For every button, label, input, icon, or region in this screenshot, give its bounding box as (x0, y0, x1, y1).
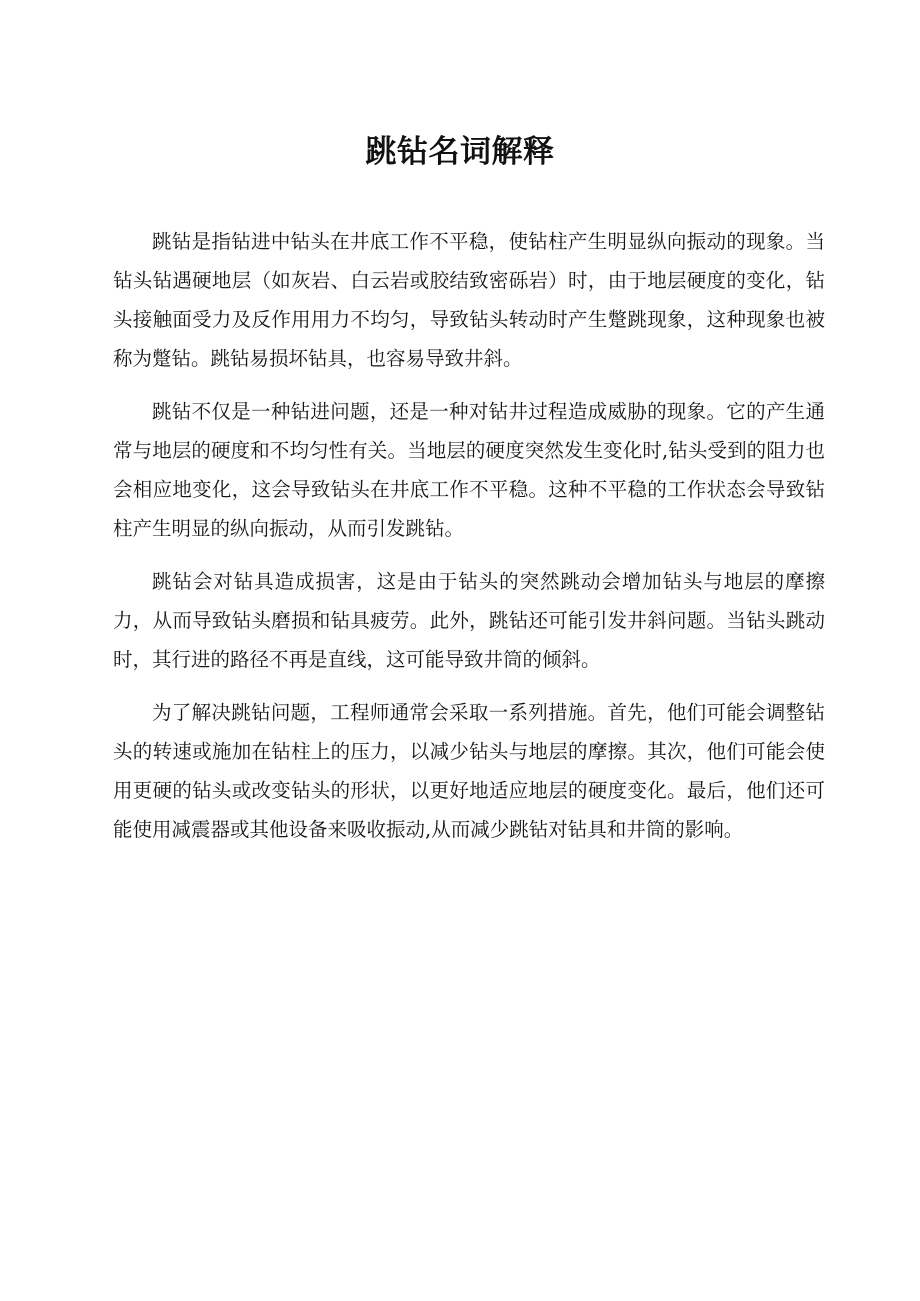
paragraph-4: 为了解决跳钻问题，工程师通常会采取一系列措施。首先，他们可能会调整钻头的转速或施加在钻柱上的压力，以减少钻头与地层的摩擦。其次，他们可能会使用更硬的钻头或改变钻头的形状，以更好地适应地层的硬度变化。最后，他们还可能使用减震器或其他设备来吸收振动,从而减少跳钻对钻具和井筒的影响。 (113, 701, 825, 841)
document-title: 跳钻名词解释 (365, 134, 555, 170)
paragraph-1: 跳钻是指钻进中钻头在井底工作不平稳，使钻柱产生明显纵向振动的现象。当钻头钻遇硬地层（如灰岩、白云岩或胶结致密砾岩）时，由于地层硬度的变化，钻头接触面受力及反作用用力不均匀，导致钻头转动时产生蹩跳现象，这种现象也被称为蹩钻。跳钻易损坏钻具，也容易导致井斜。 (113, 230, 825, 370)
paragraph-3: 跳钻会对钻具造成损害，这是由于钻头的突然跳动会增加钻头与地层的摩擦力，从而导致钻头磨损和钻具疲劳。此外，跳钻还可能引发井斜问题。当钻头跳动时，其行进的路径不再是直线，这可能导致井筒的倾斜。 (113, 570, 825, 671)
document-body (113, 222, 825, 863)
paragraph-2: 跳钻不仅是一种钻进问题，还是一种对钻井过程造成威胁的现象。它的产生通常与地层的硬度和不均匀性有关。当地层的硬度突然发生变化时,钻头受到的阻力也会相应地变化，这会导致钻头在井底工作不平稳。这种不平稳的工作状态会导致钻柱产生明显的纵向振动，从而引发跳钻。 (113, 400, 825, 540)
